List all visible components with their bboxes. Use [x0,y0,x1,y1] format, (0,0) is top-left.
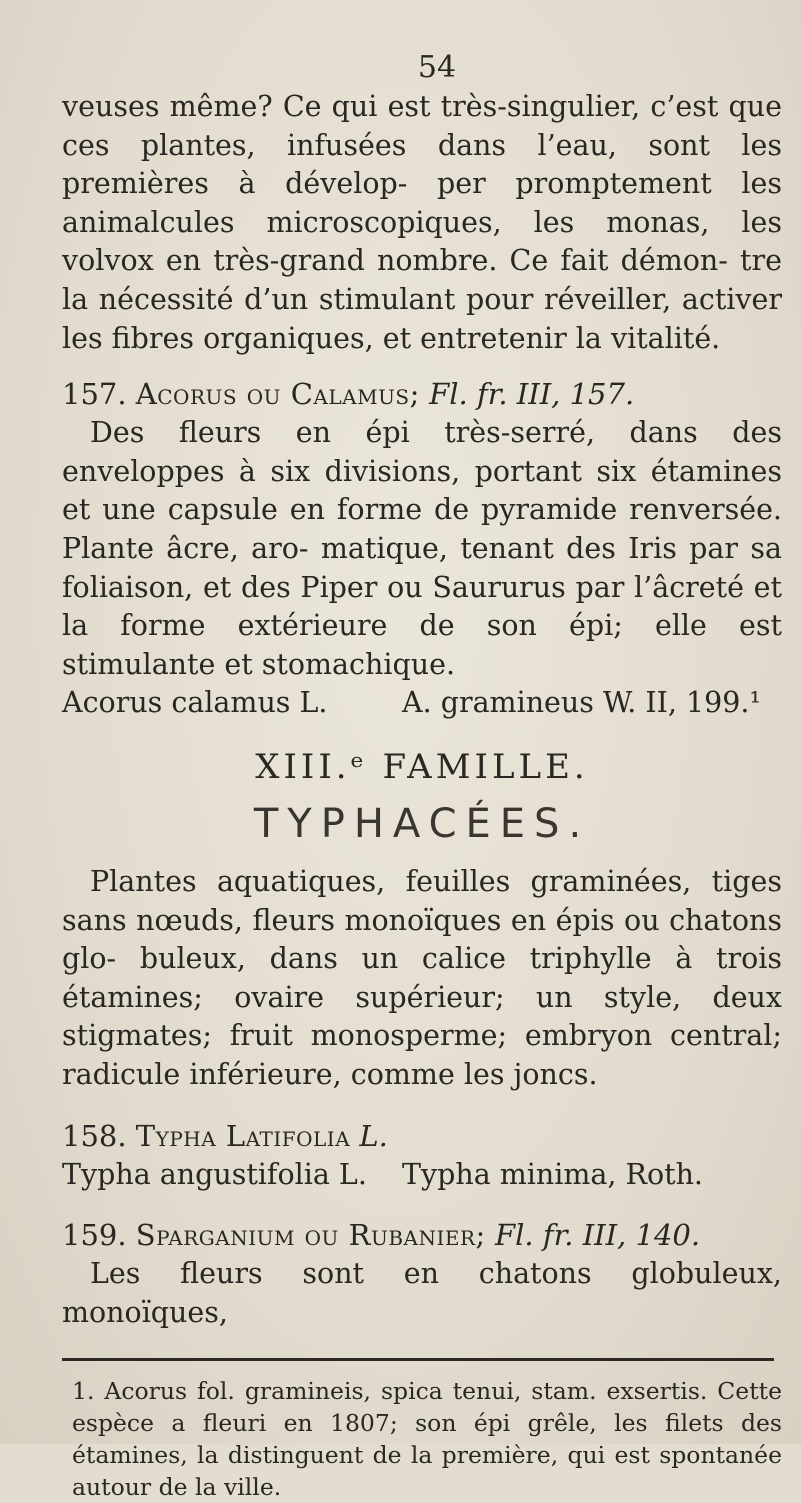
entry-157-synonyms [62,684,782,723]
entry-157-name: Acorus ou Calamus; [135,377,420,412]
entry-159-name: Sparganium ou Rubanier; [135,1218,486,1253]
synonym-acorus-gramineus: A. gramineus W. II, 199.¹ [402,686,761,720]
entry-158-synonyms [62,1156,782,1195]
entry-158-name: Typha Latifolia [135,1119,351,1154]
entry-159-number: 159. [62,1218,127,1253]
entry-158-number: 158. [62,1119,127,1154]
family-name: TYPHACÉES. [253,800,591,847]
paragraph-continuation: veuses même? Ce qui est très-singulier, c’est que ces plantes, infusées dans l’eau, sont les premières à dévelop- per promptement les animalcules microscopiques, les monas, les volvox en très-grand nombre. Ce fait démon- tre la nécessité d’un stimulant pour réveiller, activer les fibres organiques, et entretenir la vitalité. [62,90,782,355]
family-description: Plantes aquatiques, feuilles graminées, tiges sans nœuds, fleurs monoïques en épis ou chatons glo- buleux, dans un calice triphylle à trois étamines; ovaire supérieur; un style, deux stigmates; fruit monosperme; embryon central; radicule inférieure, comme les joncs. [62,864,782,1091]
synonym-typha-angustifolia: Typha angustifolia L. [62,1158,367,1192]
entry-157-heading [62,374,782,414]
entry-158-heading [62,1116,782,1156]
page-number: 54 [417,50,457,85]
entry-159-heading [62,1215,782,1255]
footnote: 1. Acorus fol. gramineis, spica tenui, stam. exsertis. Cette espèce a fleuri en 1807; son épi grêle, les filets des étamines, la distinguent de la première, qui est spontanée autour de la ville. [72,1377,782,1502]
entry-159-reference: Fl. fr. III, 140. [495,1218,701,1253]
entry-157-number: 157. [62,377,127,412]
synonym-typha-minima: Typha minima, Roth. [402,1158,703,1192]
family-heading: XIII.ᵉ FAMILLE. [255,746,589,787]
page-content [62,50,782,1503]
synonym-acorus-calamus: Acorus calamus L. [62,686,328,720]
entry-158-author: L. [359,1119,388,1154]
entry-159-description: Les fleurs sont en chatons globuleux, monoïques, [62,1257,782,1329]
entry-157-description: Des fleurs en épi très-serré, dans des enveloppes à six divisions, portant six étamines et une capsule en forme de pyramide renversée. Plante âcre, aro- matique, tenant des Iris par sa foliaison, et des Piper ou Saururus par l’âcreté et la forme extérieure de son épi; elle est stimulante et stomachique. [62,416,782,681]
footnote-rule [62,1358,774,1361]
entry-157-reference: Fl. fr. III, 157. [429,377,635,412]
